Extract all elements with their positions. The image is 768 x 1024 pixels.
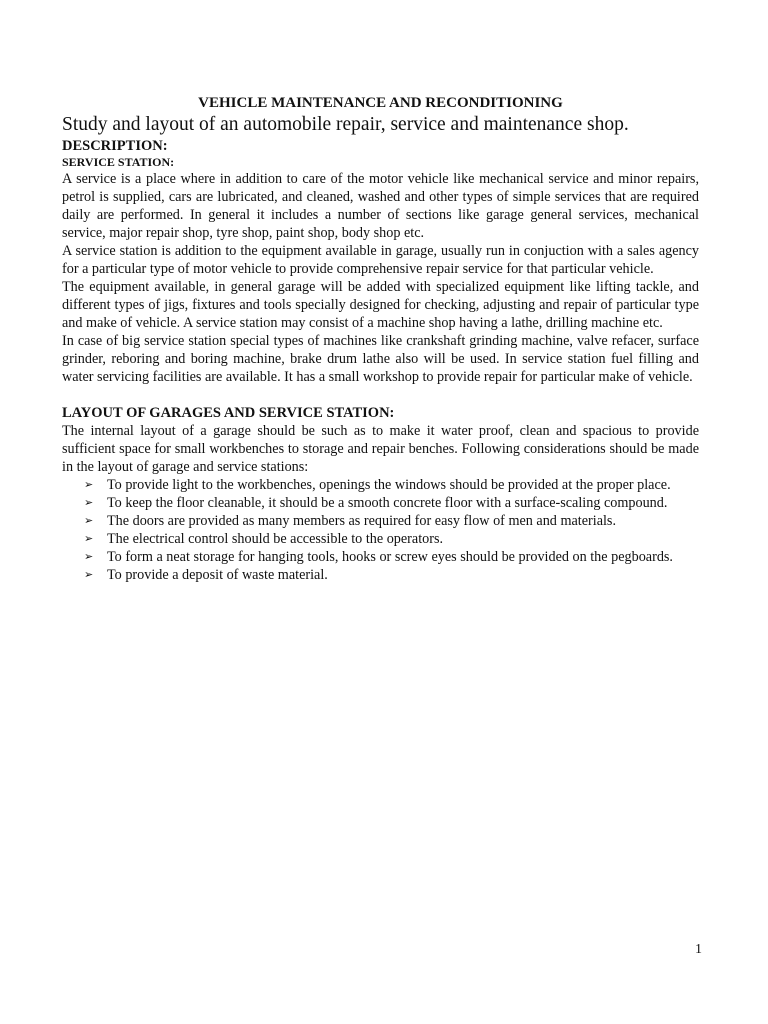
page-number: 1: [695, 942, 702, 957]
list-item: [84, 512, 699, 530]
arrow-bullet-icon: ➢: [84, 550, 94, 563]
list-item-text: The electrical control should be accessible to the operators.: [107, 531, 444, 547]
list-item-text: To provide a deposit of waste material.: [107, 567, 328, 583]
list-item-text: To provide light to the workbenches, openings the windows should be provided at the proper place.: [107, 477, 671, 493]
list-item-text: To keep the floor cleanable, it should be a smooth concrete floor with a surface-scaling compound.: [107, 495, 668, 511]
document-subtitle: Study and layout of an automobile repair, service and maintenance shop.: [62, 114, 629, 135]
paragraph: The equipment available, in general garage will be added with specialized equipment like lifting tackle, and different types of jigs, fixtures and tools specially designed for checking, adjusting and repair of particular type and make of vehicle. A service station may consist of a machine shop having a lathe, drilling machine etc.: [62, 279, 699, 331]
paragraph: A service station is addition to the equipment available in garage, usually run in conjuction with a sales agency for a particular type of motor vehicle to provide comprehensive repair service for that particular vehicle.: [62, 243, 699, 277]
list-item: [84, 566, 699, 584]
list-item: [84, 530, 699, 548]
list-item: [84, 476, 699, 494]
arrow-bullet-icon: ➢: [84, 514, 94, 527]
paragraph: A service is a place where in addition to care of the motor vehicle like mechanical service and minor repairs, petrol is supplied, cars are lubricated, and cleaned, washed and other types of simple services that are required daily are performed. In general it includes a number of sections like garage general services, mechanical service, major repair shop, tyre shop, paint shop, body shop etc.: [62, 171, 699, 241]
document-page: [62, 93, 699, 584]
list-item: [84, 548, 699, 566]
arrow-bullet-icon: ➢: [84, 568, 94, 581]
paragraph: In case of big service station special types of machines like crankshaft grinding machine, valve refacer, surface grinder, reboring and boring machine, brake drum lathe also will be used. In service station fuel filling and water servicing facilities are available. It has a small workshop to provide repair for particular make of vehicle.: [62, 333, 699, 385]
arrow-bullet-icon: ➢: [84, 478, 94, 491]
arrow-bullet-icon: ➢: [84, 532, 94, 545]
service-station-heading: SERVICE STATION:: [62, 155, 175, 169]
description-heading: DESCRIPTION:: [62, 138, 168, 154]
layout-heading: LAYOUT OF GARAGES AND SERVICE STATION:: [62, 405, 395, 421]
considerations-list: [62, 476, 699, 584]
spacer: [62, 386, 699, 404]
document-title: VEHICLE MAINTENANCE AND RECONDITIONING: [198, 95, 563, 111]
arrow-bullet-icon: ➢: [84, 496, 94, 509]
list-item-text: The doors are provided as many members as required for easy flow of men and materials.: [107, 513, 616, 529]
list-item-text: To form a neat storage for hanging tools, hooks or screw eyes should be provided on the pegboards.: [107, 549, 673, 565]
list-item: [84, 494, 699, 512]
layout-intro: The internal layout of a garage should be such as to make it water proof, clean and spacious to provide sufficient space for small workbenches to storage and repair benches. Following considerations should be made in the layout of garage and service stations:: [62, 423, 699, 475]
